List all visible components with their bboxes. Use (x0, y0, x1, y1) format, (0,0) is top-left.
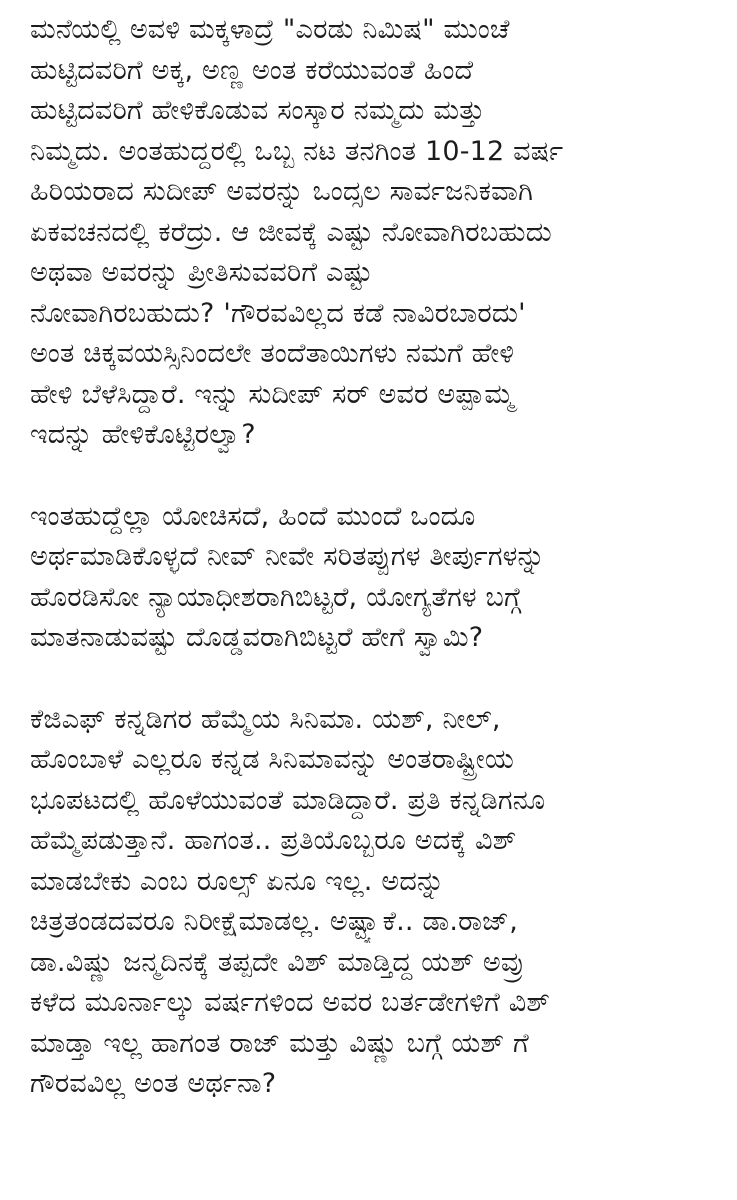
paragraph-1 (30, 10, 723, 456)
text-line: ಹೊರಡಿಸೋ ನ್ಯಾಯಾಧೀಶರಾಗಿಬಿಟ್ಟರೆ, ಯೋಗ್ಯತೆಗಳ ಬಗ್ಗೆ (30, 581, 522, 613)
text-line: ಮಾಡಬೇಕು ಎಂಬ ರೂಲ್ಸ್ ಏನೂ ಇಲ್ಲ. ಅದನ್ನು (30, 865, 445, 897)
text-line: ಭೂಪಟದಲ್ಲಿ ಹೊಳೆಯುವಂತೆ ಮಾಡಿದ್ದಾರೆ. ಪ್ರತಿ ಕನ್ನಡಿಗನೂ (30, 784, 546, 816)
text-line: ಕಳೆದ ಮೂರ್ನಾಲ್ಕು ವರ್ಷಗಳಿಂದ ಅವರ ಬರ್ತಡೇಗಳಿಗೆ ವಿಶ್ (30, 987, 551, 1018)
text-line: ಇದನ್ನು ಹೇಳಿಕೊಟ್ಟಿರಲ್ವಾ? (30, 419, 256, 450)
text-line: ಹುಟ್ಟಿದವರಿಗೆ ಅಕ್ಕ, ಅಣ್ಣ ಅಂತ ಕರೆಯುವಂತೆ ಹಿಂದೆ (30, 54, 474, 86)
text-line: ಮನೆಯಲ್ಲಿ ಅವಳಿ ಮಕ್ಕಳಾದ್ರೆ "ಎರಡು ನಿಮಿಷ" ಮುಂಚೆ (30, 14, 510, 45)
text-line: ಹೇಳಿ ಬೆಳೆಸಿದ್ದಾರೆ. ಇನ್ನು ಸುದೀಪ್ ಸರ್ ಅವರ ಅಪ್ಪಾಮ್ಮ (30, 378, 514, 410)
text-line: ಹೊಂಬಾಳೆ ಎಲ್ಲರೂ ಕನ್ನಡ ಸಿನಿಮಾವನ್ನು ಅಂತರಾಷ್ಟ್ರೀಯ (30, 744, 514, 775)
text-line: ಹುಟ್ಟಿದವರಿಗೆ ಹೇಳಿಕೊಡುವ ಸಂಸ್ಕಾರ ನಮ್ಮದು ಮತ್ತು (30, 95, 485, 126)
text-line: ಇಂತಹುದ್ದೆಲ್ಲಾ ಯೋಚಿಸದೆ, ಹಿಂದೆ ಮುಂದೆ ಒಂದೂ (30, 500, 476, 532)
text-line: ನಿಮ್ಮದು. ಅಂತಹುದ್ದರಲ್ಲಿ ಒಬ್ಬ ನಟ ತನಗಿಂತ 10-12 ವರ್ಷ (30, 135, 564, 167)
text-line: ಚಿತ್ರತಂಡದವರೂ ನಿರೀಕ್ಷೆಮಾಡಲ್ಲ. ಅಷ್ಟ್ಯಾಕೆ.. ಡಾ.ರಾಜ್, (30, 906, 519, 937)
text-line: ಏಕವಚನದಲ್ಲಿ ಕರೆದ್ರು. ಆ ಜೀವಕ್ಕೆ ಎಷ್ಟು ನೋವಾಗಿರಬಹುದು (30, 216, 552, 248)
text-line: ಅಂತ ಚಿಕ್ಕವಯಸ್ಸಿನಿಂದಲೇ ತಂದೆತಾಯಿಗಳು ನಮಗೆ ಹೇಳಿ (30, 338, 515, 369)
text-line: ಮಾತನಾಡುವಷ್ಟು ದೊಡ್ಡವರಾಗಿಬಿಟ್ಟರೆ ಹೇಗೆ ಸ್ವಾಮಿ? (30, 622, 484, 653)
text-line: ಹಿರಿಯರಾದ ಸುದೀಪ್ ಅವರನ್ನು ಒಂದ್ಸಲ ಸಾರ್ವಜನಿಕವಾಗಿ (30, 176, 534, 207)
text-line: ನೋವಾಗಿರಬಹುದು? 'ಗೌರವವಿಲ್ಲದ ಕಡೆ ನಾವಿರಬಾರದು' (30, 297, 526, 329)
paragraph-2 (30, 497, 723, 659)
text-line: ಮಾಡ್ತಾ ಇಲ್ಲ ಹಾಗಂತ ರಾಜ್ ಮತ್ತು ವಿಷ್ಣು ಬಗ್ಗೆ ಯಶ್ ಗೆ (30, 1027, 529, 1059)
text-line: ಅರ್ಥಮಾಡಿಕೊಳ್ಳದೆ ನೀವ್ ನೀವೇ ಸರಿತಪ್ಪುಗಳ ತೀರ್ಪುಗಳನ್ನು (30, 541, 545, 572)
text-line: ಕೆಜಿಎಫ್ ಕನ್ನಡಿಗರ ಹೆಮ್ಮೆಯ ಸಿನಿಮಾ. ಯಶ್, ನೀಲ್, (30, 703, 501, 735)
paragraph-gap (30, 659, 723, 700)
text-line: ಡಾ.ವಿಷ್ಣು ಜನ್ಮದಿನಕ್ಕೆ ತಪ್ಪದೇ ವಿಶ್ ಮಾಡ್ತಿದ್ದ ಯಶ್ ಅವ್ರು (30, 946, 525, 978)
text-line: ಅಥವಾ ಅವರನ್ನು ಪ್ರೀತಿಸುವವರಿಗೆ ಎಷ್ಟು (30, 257, 373, 288)
text-line: ಗೌರವವಿಲ್ಲ ಅಂತ ಅರ್ಥನಾ? (30, 1068, 277, 1099)
paragraph-gap (30, 456, 723, 497)
text-line: ಹೆಮ್ಮೆಪಡುತ್ತಾನೆ. ಹಾಗಂತ.. ಪ್ರತಿಯೊಬ್ಬರೂ ಅದಕ್ಕೆ ವಿಶ್ (30, 825, 517, 856)
paragraph-3 (30, 700, 723, 1105)
